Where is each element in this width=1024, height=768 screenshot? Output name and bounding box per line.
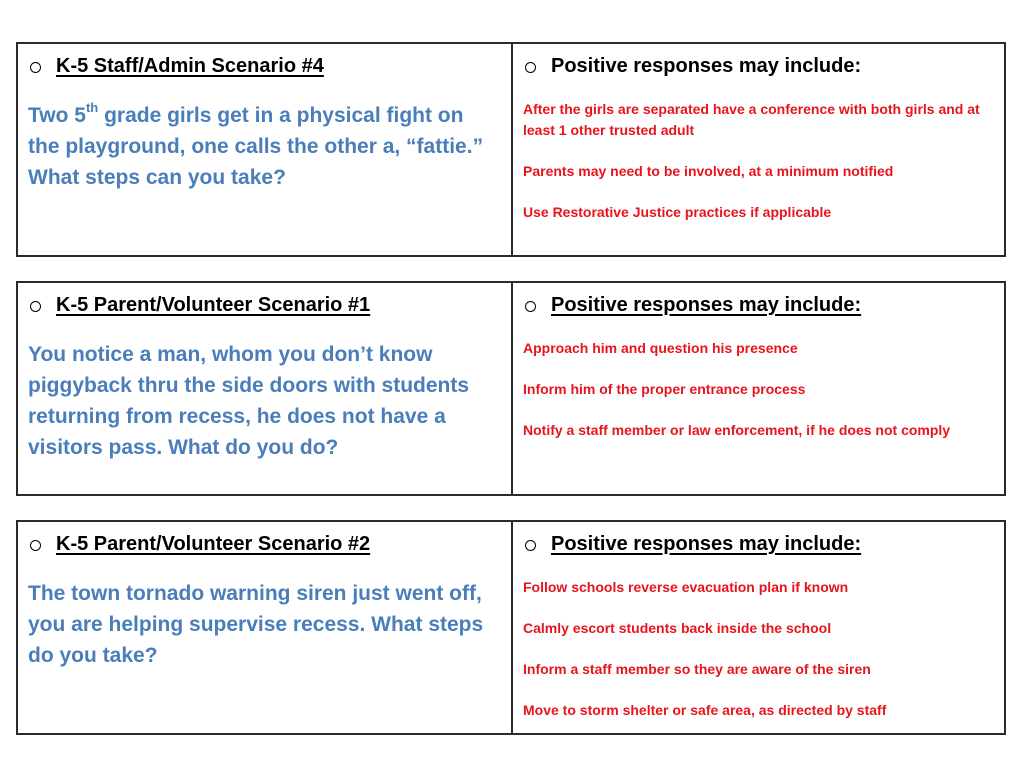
scenario-heading-row (28, 292, 501, 318)
responses-title: Positive responses may include: (551, 54, 862, 77)
circle-bullet-icon (30, 540, 41, 551)
scenario-column (18, 283, 513, 494)
responses-column (513, 522, 1004, 733)
response-item: Inform him of the proper entrance process (523, 381, 806, 397)
scenario-title: K-5 Staff/Admin Scenario #4 (56, 54, 324, 77)
circle-bullet-icon (525, 301, 536, 312)
scenario-text: You notice a man, whom you don’t know piggyback thru the side doors with students returning from recess, he does not have a visitors pass. What do you do? (28, 343, 470, 459)
response-item: Parents may need to be involved, at a minimum notified (523, 163, 894, 179)
scenario-card-3 (16, 520, 1006, 735)
responses-heading-row (523, 53, 994, 79)
response-item: After the girls are separated have a conference with both girls and at least 1 other trusted adult (523, 101, 980, 138)
responses-title: Positive responses may include: (551, 532, 862, 555)
response-item: Approach him and question his presence (523, 340, 798, 356)
circle-bullet-icon (30, 301, 41, 312)
scenario-text: The town tornado warning siren just went off, you are helping supervise recess. What steps do you take? (28, 582, 484, 667)
superscript: th (85, 100, 99, 115)
responses-list (523, 99, 994, 223)
circle-bullet-icon (525, 62, 536, 73)
response-item: Move to storm shelter or safe area, as directed by staff (523, 702, 887, 718)
response-item: Use Restorative Justice practices if applicable (523, 204, 832, 220)
response-item: Inform a staff member so they are aware of the siren (523, 661, 871, 677)
scenario-card-1 (16, 42, 1006, 257)
responses-heading-row (523, 292, 994, 318)
responses-heading-row (523, 531, 994, 557)
scenario-column (18, 44, 513, 255)
responses-column (513, 283, 1004, 494)
scenario-title: K-5 Parent/Volunteer Scenario #1 (56, 293, 371, 316)
responses-column (513, 44, 1004, 255)
response-item: Notify a staff member or law enforcement, if he does not comply (523, 422, 951, 438)
scenario-text: Two 5th grade girls get in a physical fight on the playground, one calls the other a, “fattie.” What steps can you take? (28, 100, 484, 189)
responses-list (523, 338, 994, 441)
response-item: Follow schools reverse evacuation plan if known (523, 579, 849, 595)
circle-bullet-icon (525, 540, 536, 551)
responses-list (523, 577, 994, 721)
responses-title: Positive responses may include: (551, 293, 862, 316)
scenario-heading-row (28, 531, 501, 557)
circle-bullet-icon (30, 62, 41, 73)
response-item: Calmly escort students back inside the school (523, 620, 832, 636)
scenario-column (18, 522, 513, 733)
scenario-title: K-5 Parent/Volunteer Scenario #2 (56, 532, 371, 555)
scenario-heading-row (28, 53, 501, 79)
scenario-card-2 (16, 281, 1006, 496)
